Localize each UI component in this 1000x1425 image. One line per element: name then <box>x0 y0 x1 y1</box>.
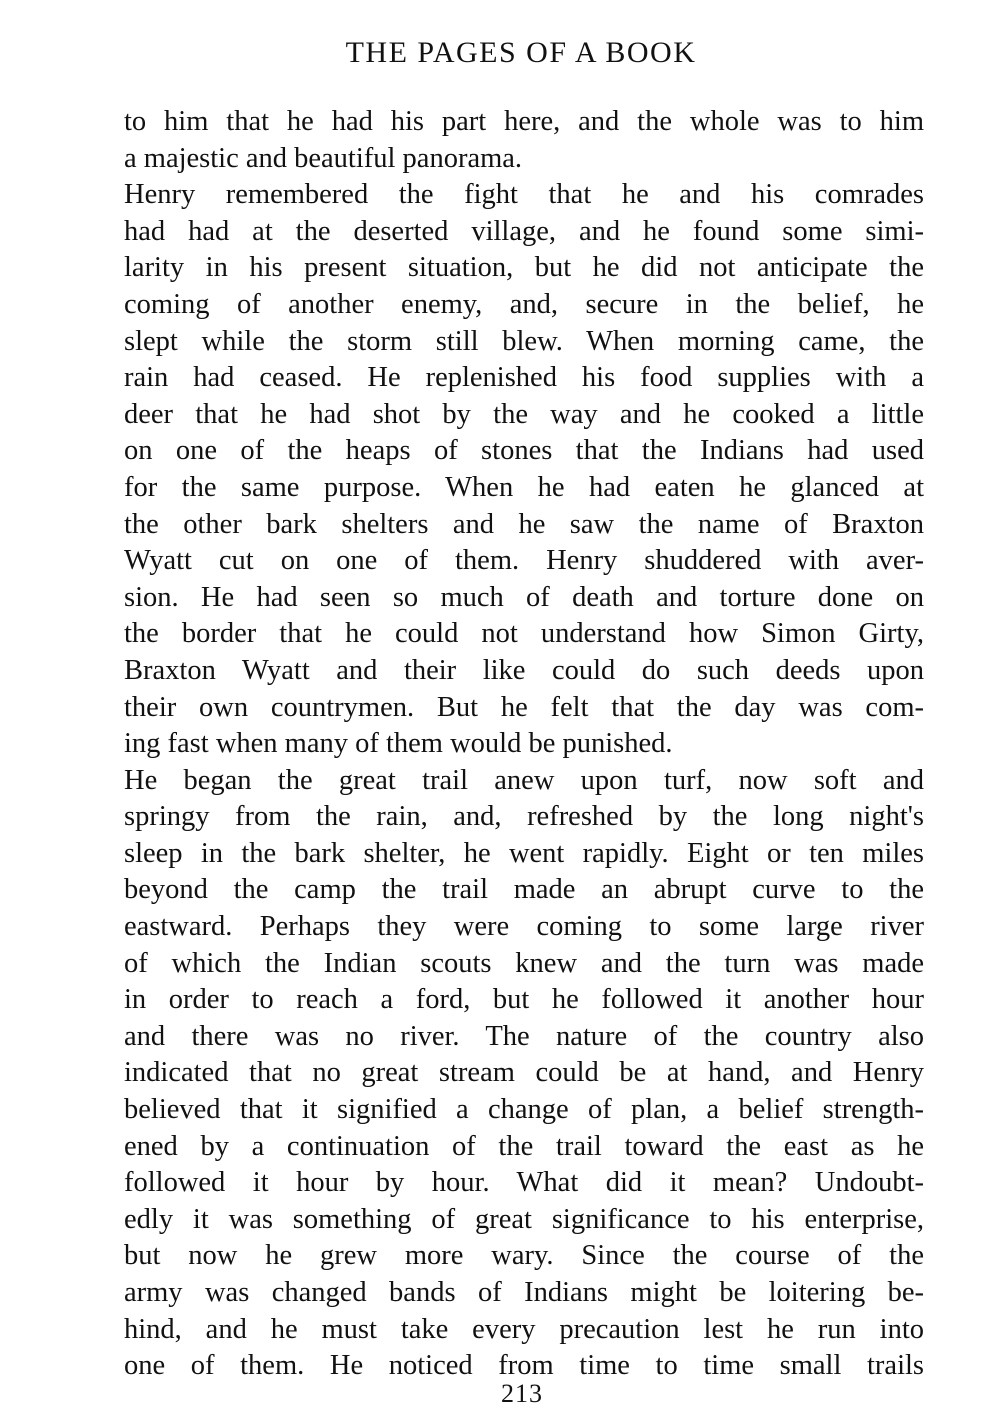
text-line: slept while the storm still blew. When morning came, the <box>124 325 924 357</box>
text-line: sleep in the bark shelter, he went rapidly. Eight or ten miles <box>124 837 924 869</box>
text-line: hind, and he must take every precaution lest he run into <box>124 1313 924 1345</box>
text-line: followed it hour by hour. What did it mean? Undoubt- <box>124 1167 924 1199</box>
text-line: indicated that no great stream could be at hand, and Henry <box>124 1057 924 1089</box>
text-line: edly it was something of great significance to his enterprise, <box>124 1203 924 1235</box>
text-line: Wyatt cut on one of them. Henry shuddered with aver- <box>124 545 924 577</box>
running-head: THE PAGES OF A BOOK <box>345 36 697 69</box>
text-line: He began the great trail anew upon turf, now soft and <box>124 764 924 796</box>
text-line: beyond the camp the trail made an abrupt curve to the <box>124 874 924 906</box>
text-line: of which the Indian scouts knew and the turn was made <box>124 947 924 979</box>
text-line: coming of another enemy, and, secure in the belief, he <box>124 288 924 320</box>
text-line: on one of the heaps of stones that the Indians had used <box>124 435 924 467</box>
text-line: a majestic and beautiful panorama. <box>124 142 523 174</box>
body-text <box>124 104 924 1385</box>
text-line: Henry remembered the fight that he and his comrades <box>124 179 924 211</box>
text-line: larity in his present situation, but he did not anticipate the <box>124 252 924 284</box>
text-line: in order to reach a ford, but he followed it another hour <box>124 984 924 1016</box>
text-line: springy from the rain, and, refreshed by the long night's <box>124 801 924 833</box>
text-line: had had at the deserted village, and he found some simi- <box>124 215 924 247</box>
text-line: and there was no river. The nature of the country also <box>124 1020 924 1052</box>
text-line: the border that he could not understand how Simon Girty, <box>124 618 924 650</box>
text-line: believed that it signified a change of plan, a belief strength- <box>124 1094 924 1126</box>
text-line: eastward. Perhaps they were coming to some large river <box>124 911 924 943</box>
text-line: but now he grew more wary. Since the course of the <box>124 1240 924 1272</box>
text-line: sion. He had seen so much of death and torture done on <box>124 581 924 613</box>
text-line: to him that he had his part here, and the whole was to him <box>124 106 924 137</box>
text-line: the other bark shelters and he saw the name of Braxton <box>124 508 924 540</box>
text-line: ened by a continuation of the trail toward the east as he <box>124 1130 924 1162</box>
text-line: ing fast when many of them would be punished. <box>124 728 673 760</box>
page-number: 213 <box>501 1379 543 1408</box>
text-line: deer that he had shot by the way and he cooked a little <box>124 398 924 430</box>
text-line: rain had ceased. He replenished his food supplies with a <box>124 362 924 394</box>
text-line: Braxton Wyatt and their like could do such deeds upon <box>124 654 924 686</box>
text-line: army was changed bands of Indians might be loitering be- <box>124 1277 924 1308</box>
text-line: for the same purpose. When he had eaten he glanced at <box>124 471 924 503</box>
text-line: one of them. He noticed from time to time small trails <box>124 1350 924 1382</box>
text-line: their own countrymen. But he felt that the day was com- <box>124 691 924 723</box>
